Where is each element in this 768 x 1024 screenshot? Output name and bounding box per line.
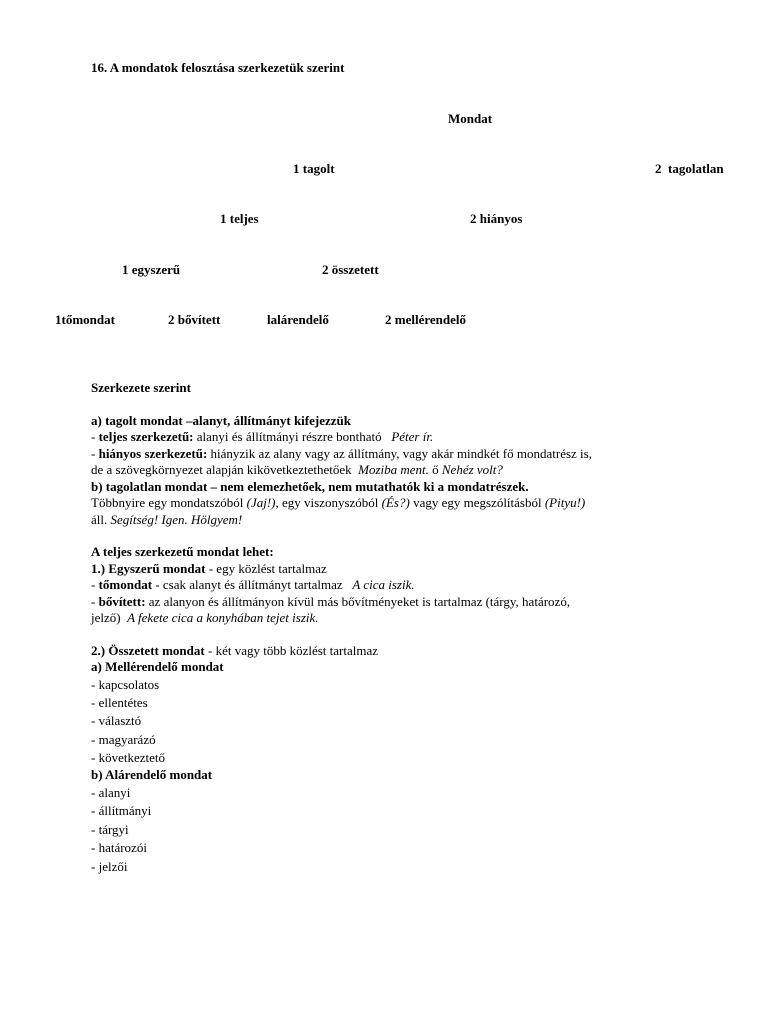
tree-root: Mondat	[448, 111, 493, 126]
hianyos-line-2	[91, 462, 691, 479]
osszetett-text: - két vagy több közlést tartalmaz	[204, 642, 379, 658]
alarendelo-list	[91, 784, 691, 876]
tree-node-bovitett: 2 bővített	[168, 312, 221, 327]
mellerendelo-list	[91, 676, 691, 768]
osszetett-label: 2.) Összetett mondat	[91, 642, 205, 658]
list-item: - alanyi	[91, 784, 131, 800]
tree-node-tagolatlan: 2 tagolatlan	[655, 161, 724, 176]
list-item: - határozói	[91, 840, 147, 856]
part-a-heading: a) tagolt mondat –alanyt, állítmányt kifejezzük	[91, 412, 351, 428]
bovitett-text-2: jelző)	[91, 610, 121, 625]
hianyos-text-2: de a szövegkörnyezet alapján kikövetkeztethetőek	[91, 462, 352, 477]
list-item: - választó	[91, 713, 142, 729]
teljes-example: Péter ír.	[391, 429, 434, 444]
bovitett-text: az alanyon és állítmányon kívül más bővítményeket is tartalmaz (tárgy, határozó,	[145, 593, 571, 609]
list-item: - következtető	[91, 750, 165, 766]
hianyos-label: hiányos szerkezetű:	[98, 445, 208, 461]
tree-node-hianyos: 2 hiányos	[470, 211, 523, 226]
egyszeru-text: - egy közlést tartalmaz	[205, 560, 327, 576]
list-item: - jelzői	[91, 858, 128, 874]
tomondat-label: tőmondat	[98, 577, 153, 592]
tree-node-alarendelo: lalárendelő	[267, 312, 329, 327]
tree-node-tomondat: 1tőmondat	[55, 312, 115, 327]
part-b-example-4: Segítség! Igen. Hölgyem!	[110, 511, 243, 527]
tree-node-tagolt: 1 tagolt	[293, 161, 335, 176]
list-item: - ellentétes	[91, 694, 148, 710]
mellerendelo-heading: a) Mellérendelő mondat	[91, 659, 224, 674]
tree-node-egyszeru: 1 egyszerű	[122, 262, 181, 277]
list-item: - kapcsolatos	[91, 676, 160, 692]
bovitett-line: - bővített: az alanyon és állítmányon kívül más bővítményeket is tartalmaz (tárgy, határozó,	[91, 593, 571, 609]
part-b-text-2: , egy viszonyszóból	[275, 495, 382, 510]
tree-node-teljes: 1 teljes	[220, 211, 259, 226]
part-b-line-1	[91, 495, 691, 512]
part-b-example-3: (Pityu!)	[544, 495, 586, 510]
list-item: - tárgyi	[91, 821, 129, 837]
hianyos-text: hiányzik az alany vagy az állítmány, vagy akár mindkét fő mondatrész is,	[207, 445, 592, 461]
tree-node-osszetett: 2 összetett	[322, 262, 379, 277]
teljes-line: - teljes szerkezetű: alanyi és állítmányi részre bontható Péter ír.	[91, 429, 434, 444]
part-b-text-3: vagy egy megszólításból	[409, 495, 545, 510]
part-b-example-1: (Jaj!)	[246, 495, 276, 510]
teljes-label: teljes szerkezetű:	[98, 429, 194, 444]
bovitett-example: A fekete cica a konyhában tejet iszik.	[127, 610, 319, 625]
list-item: - állítmányi	[91, 803, 152, 819]
part-b-text-1: Többnyire egy mondatszóból	[91, 495, 247, 510]
part-b-line-2	[91, 512, 691, 529]
hianyos-line: - hiányos szerkezetű: hiányzik az alany vagy az állítmány, vagy akár mindkét fő mondatrész is,	[91, 445, 592, 461]
list-item: - magyarázó	[91, 731, 156, 747]
tree-node-mellerendelo: 2 mellérendelő	[385, 312, 466, 327]
hianyos-or: ő	[432, 462, 439, 477]
teljes-section-heading: A teljes szerkezetű mondat lehet:	[91, 544, 274, 559]
alarendelo-heading: b) Alárendelő mondat	[91, 767, 213, 783]
part-b-example-2: (És?)	[381, 495, 410, 510]
section-heading: Szerkezete szerint	[91, 380, 191, 395]
osszetett-line	[91, 643, 691, 660]
tomondat-line: - tőmondat - csak alanyt és állítmányt tartalmaz A cica iszik.	[91, 577, 415, 592]
page-title: 16. A mondatok felosztása szerkezetük szerint	[91, 60, 345, 75]
egyszeru-label: 1.) Egyszerű mondat	[91, 560, 206, 576]
tomondat-text: - csak alanyt és állítmányt tartalmaz	[152, 577, 343, 592]
hianyos-example-2: Nehéz volt?	[441, 462, 503, 477]
body-text	[91, 380, 691, 876]
teljes-text: alanyi és állítmányi részre bontható	[193, 429, 382, 444]
bovitett-label: bővített:	[98, 593, 146, 609]
tomondat-example: A cica iszik.	[352, 577, 415, 592]
part-b-text-4: áll.	[91, 511, 111, 527]
hianyos-example-1: Moziba ment.	[358, 462, 429, 477]
part-b-heading: b) tagolatlan mondat – nem elemezhetőek, nem mutathatók ki a mondatrészek.	[91, 478, 529, 494]
bovitett-line-2	[91, 610, 691, 627]
egyszeru-line	[91, 561, 691, 578]
